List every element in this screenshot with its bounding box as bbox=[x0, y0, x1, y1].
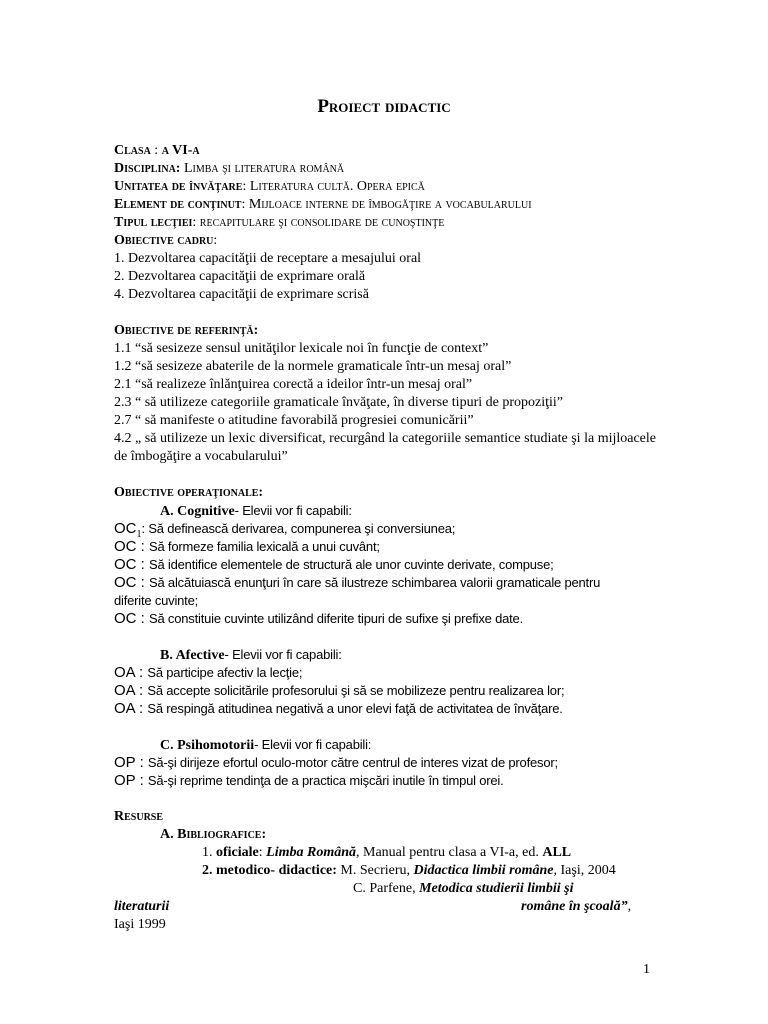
metodico-title: Didactica limbii române bbox=[413, 863, 554, 878]
oc-text: Să constituie cuvinte utilizând diferite tipuri de sufixe şi prefixe date. bbox=[149, 611, 523, 626]
obiectiv-cadru-item: 4. Dezvoltarea capacităţii de exprimare scrisă bbox=[114, 287, 369, 302]
oa-prefix: OA : bbox=[114, 664, 148, 681]
unitatea-line bbox=[114, 178, 425, 196]
obiectiv-cadru-item: 1. Dezvoltarea capacităţii de receptare a mesajului oral bbox=[114, 251, 422, 266]
referinta-item-4-2: 4.2 „ să utilizeze un lexic diversificat, recurgând la categoriile semantice studiate şi la mijloacele de îmbogăţire a vocabularului” bbox=[114, 431, 656, 464]
bibliografie-metodico bbox=[202, 862, 616, 880]
oa-item bbox=[114, 700, 563, 719]
tipul-line bbox=[114, 214, 444, 232]
oficiale-sep: : bbox=[258, 845, 267, 860]
oc-item bbox=[114, 610, 523, 629]
parfene-title-tail: române în şcoală” bbox=[521, 899, 628, 914]
oc-text: Să identifice elementele de structură ale unor cuvinte derivate, compuse; bbox=[149, 557, 554, 572]
oa-item bbox=[114, 682, 564, 701]
op-prefix: OP : bbox=[114, 772, 148, 789]
oc-text: : Să definească derivarea, compunerea şi conversiunea; bbox=[141, 521, 456, 536]
metodico-author: M. Secrieru, bbox=[336, 863, 414, 878]
parfene-title-end bbox=[521, 898, 631, 916]
op-item bbox=[114, 772, 504, 791]
page-number: 1 bbox=[643, 962, 650, 977]
psihomotorii-intro: - Elevii vor fi capabili: bbox=[254, 737, 372, 752]
oc-prefix: OC : bbox=[114, 574, 150, 591]
tipul-label: Tipul lecţiei bbox=[114, 215, 193, 230]
oficiale-num: 1. bbox=[202, 845, 216, 860]
oc-prefix: OC : bbox=[114, 556, 150, 573]
psihomotorii-heading bbox=[160, 736, 371, 755]
element-label: Element de conţinut bbox=[114, 197, 242, 212]
oa-text: Să respingă atitudinea negativă a unor elevi faţă de activitatea de învăţare. bbox=[147, 701, 563, 716]
afective-heading bbox=[160, 646, 342, 665]
page-title: Proiect didactic bbox=[317, 96, 451, 117]
element-line bbox=[114, 196, 532, 214]
tipul-value: : recapitulare şi consolidare de cunoştinţe bbox=[192, 215, 445, 230]
oc-prefix: OC : bbox=[114, 610, 150, 627]
oc-item bbox=[114, 574, 600, 593]
psihomotorii-label: C. Psihomotorii bbox=[160, 738, 255, 753]
oficiale-title: Limba Română bbox=[266, 845, 357, 860]
op-prefix: OP : bbox=[114, 754, 148, 771]
afective-label: B. Afective bbox=[160, 648, 225, 663]
oa-prefix: OA : bbox=[114, 700, 148, 717]
referinta-heading: Obiective de referinţă: bbox=[114, 323, 259, 338]
oc-item bbox=[114, 556, 554, 575]
oa-item bbox=[114, 664, 302, 683]
metodico-rest: , Iaşi, 2004 bbox=[553, 863, 616, 878]
bibliografie-oficiale bbox=[202, 844, 571, 862]
parfene-comma: , bbox=[627, 899, 632, 914]
oc-subscript: 1 bbox=[136, 528, 142, 540]
disciplina-label: Disciplina: bbox=[114, 161, 181, 176]
unitatea-value: : Literatura cultă. Opera epică bbox=[242, 179, 425, 194]
oficiale-edition: ALL bbox=[542, 845, 572, 860]
parfene-author: C. Parfene, bbox=[353, 881, 420, 896]
clasa-line bbox=[114, 142, 200, 160]
oc-item bbox=[114, 538, 380, 557]
op-item bbox=[114, 754, 558, 773]
oc-prefix: OC : bbox=[114, 538, 150, 555]
bibliografie-parfene bbox=[353, 880, 574, 898]
parfene-place: Iaşi 1999 bbox=[114, 917, 166, 932]
disciplina-line bbox=[114, 160, 344, 178]
element-value: : Mijloace interne de îmbogăţire a vocabularului bbox=[241, 197, 532, 212]
clasa-label: Clasa bbox=[114, 143, 151, 158]
referinta-item: 2.7 “ să manifeste o atitudine favorabilă progresiei comunicării” bbox=[114, 413, 474, 428]
oc-prefix: OC bbox=[114, 520, 137, 537]
oa-prefix: OA : bbox=[114, 682, 148, 699]
cognitive-intro: - Elevii vor fi capabili: bbox=[234, 503, 352, 518]
bibliografice-heading: A. Bibliografice: bbox=[160, 827, 267, 842]
oa-text: Să accepte solicitările profesorului şi să se mobilizeze pentru realizarea lor; bbox=[147, 683, 565, 698]
oc-text: Să alcătuiască enunţuri în care să ilustreze schimbarea valorii gramaticale pentru bbox=[149, 575, 601, 590]
obiective-cadru-label: Obiective cadru bbox=[114, 233, 214, 248]
obiectiv-cadru-item: 2. Dezvoltarea capacităţii de exprimare orală bbox=[114, 269, 366, 284]
oa-text: Să participe afectiv la lecţie; bbox=[147, 665, 303, 680]
resurse-heading: Resurse bbox=[114, 809, 164, 824]
referinta-item: 2.1 “să realizeze înlănţuirea corectă a ideilor într-un mesaj oral” bbox=[114, 377, 473, 392]
unitatea-label: Unitatea de învăţare bbox=[114, 179, 243, 194]
obiective-cadru-sep: : bbox=[213, 233, 218, 248]
parfene-title-continued: literaturii bbox=[114, 899, 170, 914]
op-text: Să-şi reprime tendinţa de a practica mişcări inutile în timpul orei. bbox=[147, 773, 504, 788]
referinta-item: 2.3 “ să utilizeze categoriile gramaticale învăţate, în diverse tipuri de propoziţii” bbox=[114, 395, 563, 410]
oc-text-continued: diferite cuvinte; bbox=[114, 593, 199, 608]
referinta-item: 1.2 “să sesizeze abaterile de la normele gramaticale într-un mesaj oral” bbox=[114, 359, 512, 374]
cognitive-label: A. Cognitive bbox=[160, 504, 235, 519]
afective-intro: - Elevii vor fi capabili: bbox=[224, 647, 342, 662]
clasa-sep: : bbox=[150, 143, 162, 158]
metodico-label: 2. metodico- didactice: bbox=[202, 863, 337, 878]
referinta-item: 1.1 “să sesizeze sensul unităţilor lexicale noi în funcţie de context” bbox=[114, 341, 489, 356]
obiective-cadru-heading bbox=[114, 232, 217, 250]
parfene-title: Metodica studierii limbii şi bbox=[419, 881, 574, 896]
clasa-value: a VI-a bbox=[161, 143, 200, 158]
oc-text: Să formeze familia lexicală a unui cuvânt; bbox=[149, 539, 380, 554]
operationale-heading: Obiective operaţionale: bbox=[114, 485, 264, 500]
cognitive-heading bbox=[160, 502, 352, 521]
op-text: Să-şi dirijeze efortul oculo-motor către centrul de interes vizat de profesor; bbox=[147, 755, 558, 770]
oficiale-label: oficiale bbox=[216, 845, 259, 860]
oficiale-rest: , Manual pentru clasa a VI-a, ed. bbox=[356, 845, 543, 860]
disciplina-value: Limba şi literatura română bbox=[180, 161, 345, 176]
